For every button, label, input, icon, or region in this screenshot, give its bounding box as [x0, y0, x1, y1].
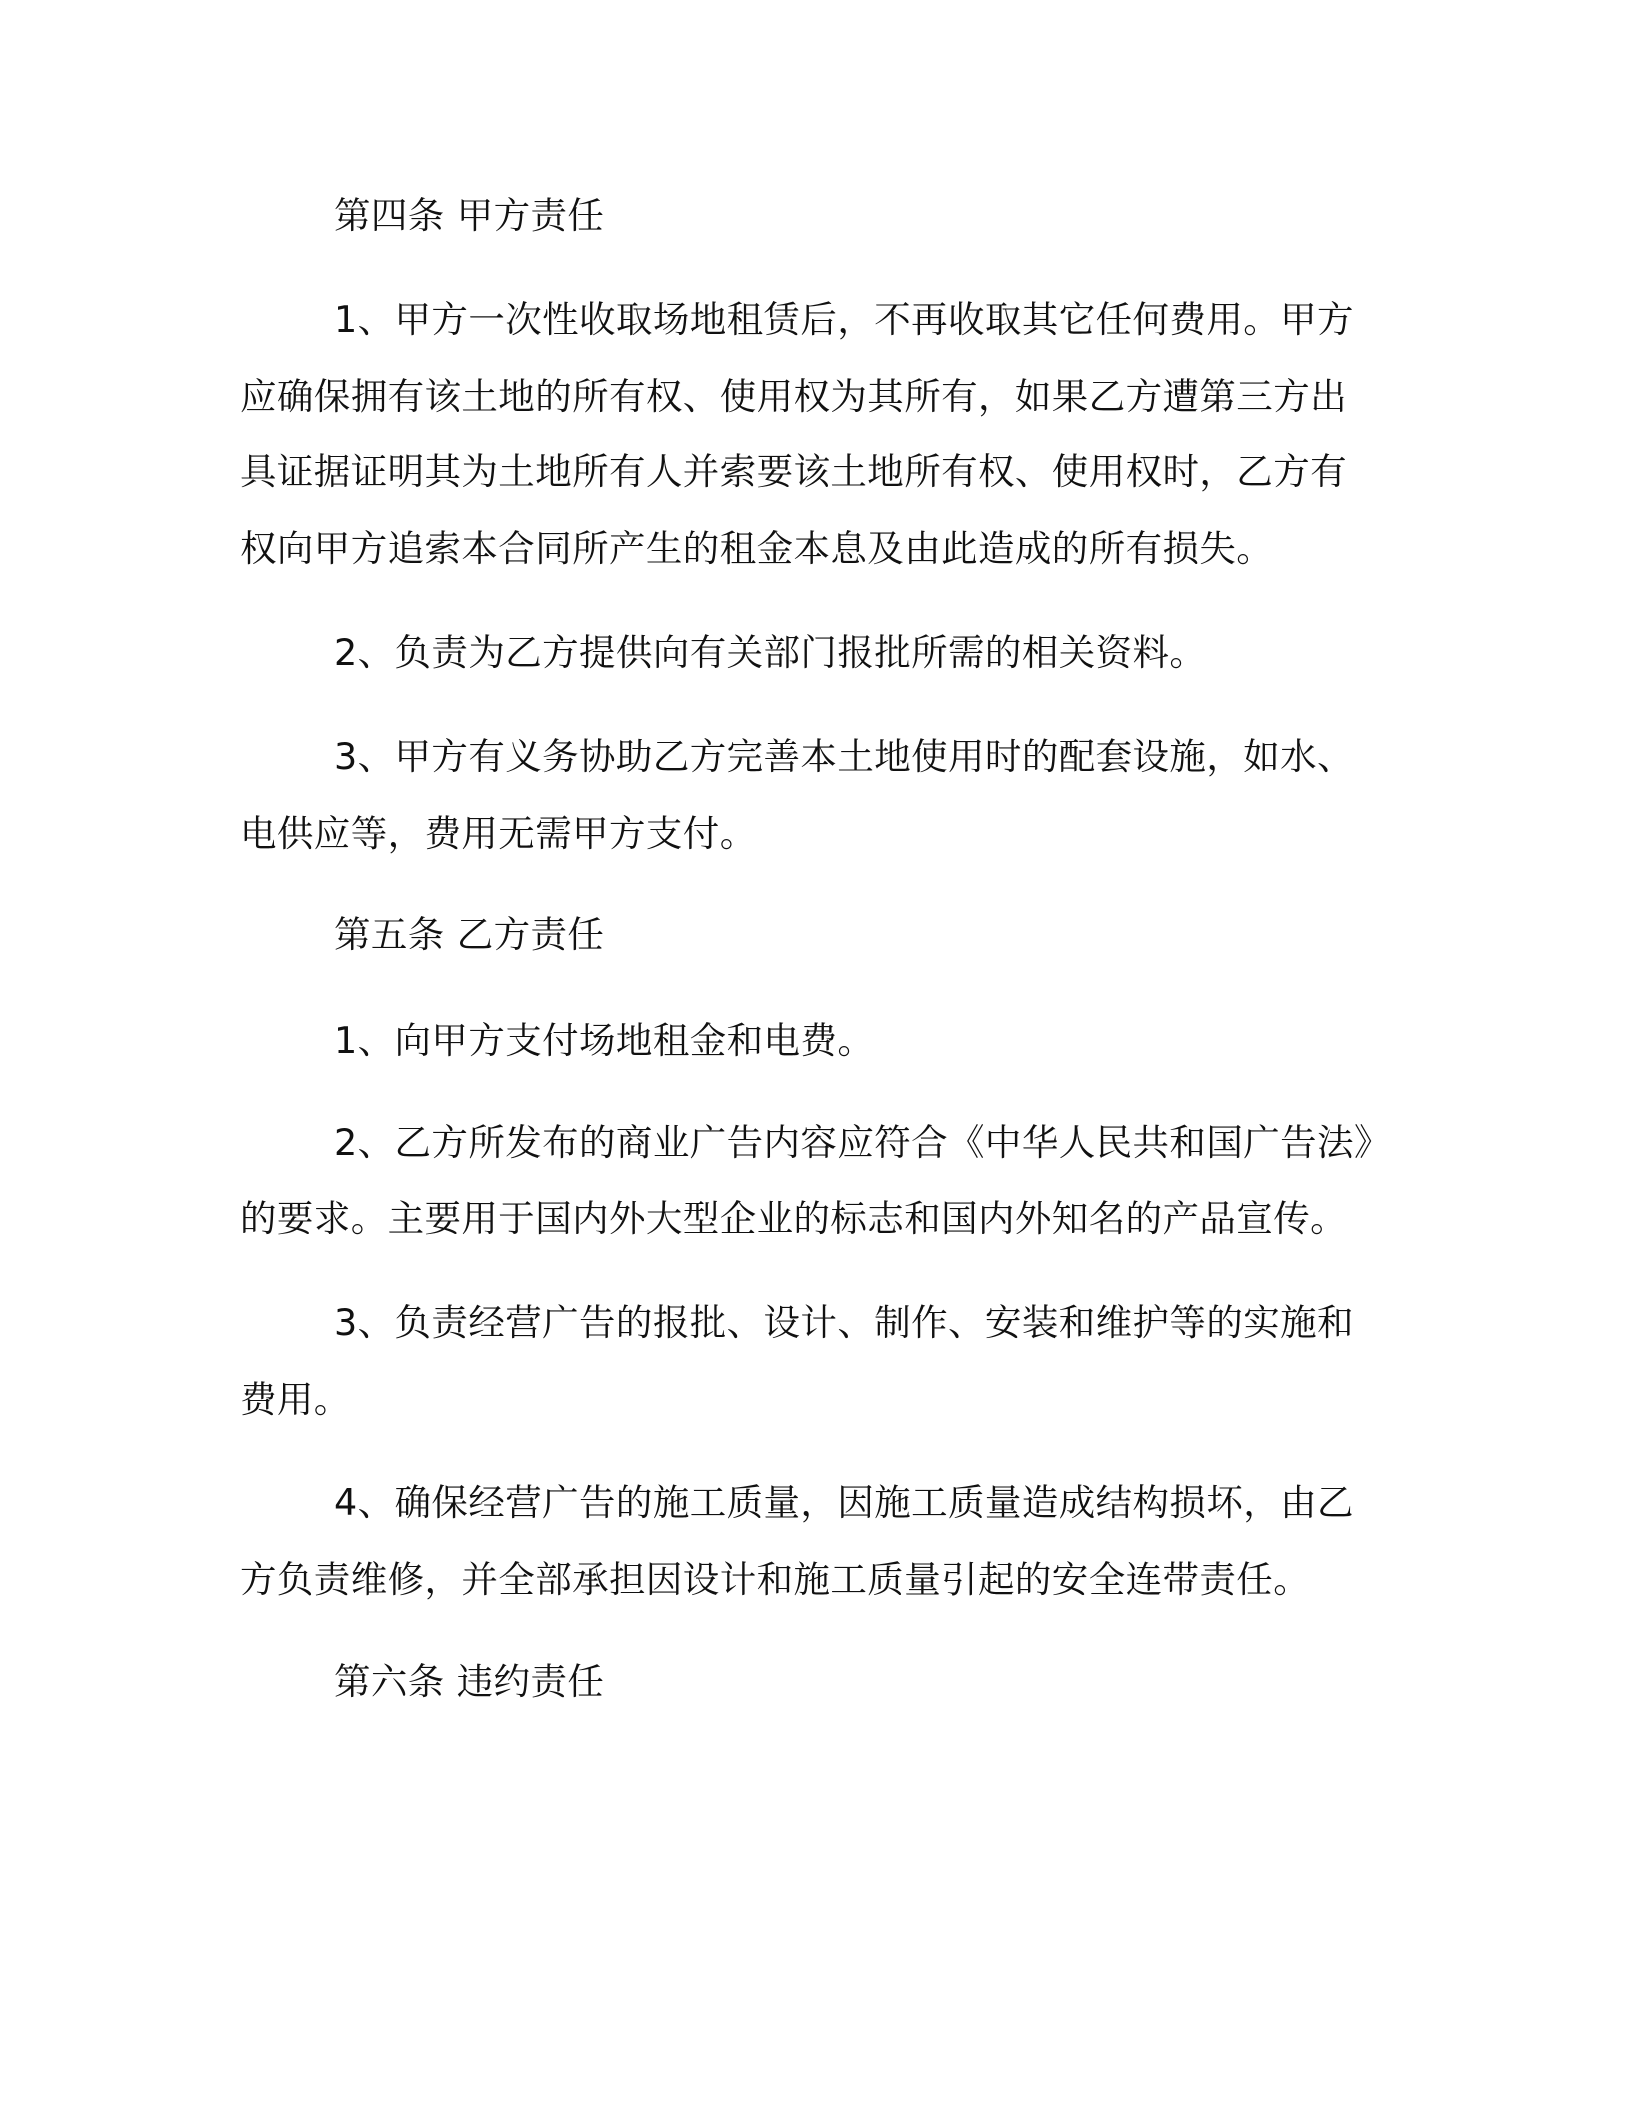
article4-item1-line1: 1、甲方一次性收取场地租赁后，不再收取其它任何费用。甲方 — [334, 298, 1354, 341]
article4-item1-line4: 权向甲方追索本合同所产生的租金本息及由此造成的所有损失。 — [240, 527, 1274, 570]
article5-item1-line1: 1、向甲方支付场地租金和电费。 — [334, 1019, 875, 1062]
article4-item3-line1: 3、甲方有义务协助乙方完善本土地使用时的配套设施，如水、 — [334, 735, 1354, 778]
article5-heading: 第五条 乙方责任 — [334, 913, 605, 956]
article5-item3-line2: 费用。 — [240, 1378, 351, 1421]
article5-item3-line1: 3、负责经营广告的报批、设计、制作、安装和维护等的实施和 — [334, 1301, 1354, 1344]
article4-item3-line2: 电供应等，费用无需甲方支付。 — [240, 812, 757, 855]
article5-item4-line2: 方负责维修，并全部承担因设计和施工质量引起的安全连带责任。 — [240, 1558, 1311, 1601]
article4-item1-line2: 应确保拥有该土地的所有权、使用权为其所有，如果乙方遭第三方出 — [240, 375, 1347, 418]
article5-item4-line1: 4、确保经营广告的施工质量，因施工质量造成结构损坏，由乙 — [334, 1481, 1354, 1524]
article5-item2-line2: 的要求。主要用于国内外大型企业的标志和国内外知名的产品宣传。 — [240, 1197, 1347, 1240]
article4-item2-line1: 2、负责为乙方提供向有关部门报批所需的相关资料。 — [334, 631, 1207, 674]
article4-heading: 第四条 甲方责任 — [334, 194, 605, 237]
article6-heading: 第六条 违约责任 — [334, 1660, 605, 1703]
article4-item1-line3: 具证据证明其为土地所有人并索要该土地所有权、使用权时，乙方有 — [240, 450, 1347, 493]
article5-item2-line1: 2、乙方所发布的商业广告内容应符合《中华人民共和国广告法》 — [334, 1121, 1391, 1164]
